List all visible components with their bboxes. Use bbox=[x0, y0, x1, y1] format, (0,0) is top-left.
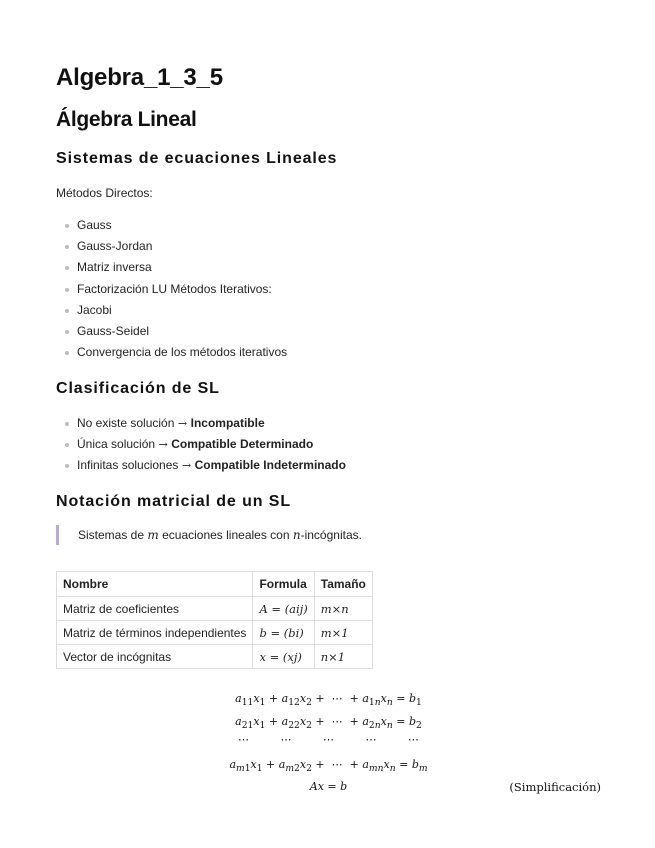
section-heading-sistemas: Sistemas de ecuaciones Lineales bbox=[56, 150, 338, 167]
table-header: Formula bbox=[253, 572, 314, 597]
section-heading-clasificacion: Clasificación de SL bbox=[56, 380, 220, 397]
table-cell: Matriz de términos independientes bbox=[57, 621, 253, 645]
matrix-table bbox=[56, 571, 373, 669]
list-item: Convergencia de los métodos iterativos bbox=[56, 342, 287, 363]
equation-simplified: Ax = b bbox=[309, 780, 348, 793]
equation-row-dots: ⋯ ⋯ ⋯ ⋯ ⋯ bbox=[238, 733, 419, 746]
table-cell: A = (aij) bbox=[253, 597, 314, 621]
equation-tag: (Simplificación) bbox=[509, 780, 601, 794]
table-header: Nombre bbox=[57, 572, 253, 597]
arrow-icon: → bbox=[178, 459, 195, 473]
table-cell: Vector de incógnitas bbox=[57, 645, 253, 669]
list-item: Infinitas soluciones → Compatible Indeterminado bbox=[56, 455, 346, 476]
list-item: Única solución → Compatible Determinado bbox=[56, 434, 346, 455]
list-item: Gauss-Seidel bbox=[56, 321, 287, 342]
equation-row-1: $a_{11}x_1 + a_{12}x_2$ + ⋯ + $a_{1n}x_n = b_1$ bbox=[235, 692, 422, 709]
table-cell: n×1 bbox=[314, 645, 372, 669]
table-row bbox=[57, 645, 373, 669]
intro-text: Métodos Directos: bbox=[56, 186, 153, 200]
list-item: Gauss-Jordan bbox=[56, 236, 287, 257]
table-cell: m×1 bbox=[314, 621, 372, 645]
table-cell: x = (xj) bbox=[253, 645, 314, 669]
classification-list bbox=[56, 413, 346, 477]
list-item: Gauss bbox=[56, 215, 287, 236]
arrow-icon: → bbox=[174, 417, 191, 430]
table-cell: Matriz de coeficientes bbox=[57, 597, 253, 621]
list-item: No existe solución → Incompatible bbox=[56, 413, 346, 434]
page-title: Algebra_1_3_5 bbox=[56, 64, 223, 91]
page-subtitle: Álgebra Lineal bbox=[56, 108, 197, 131]
arrow-icon: → bbox=[155, 438, 172, 452]
table-header: Tamaño bbox=[314, 572, 372, 597]
equation-row-m: $a_{m1}x_1 + a_{m2}x_2$ + ⋯ + $a_{mn}x_n = b_m$ bbox=[229, 758, 428, 775]
methods-list bbox=[56, 215, 287, 363]
equation-row-2: $a_{21}x_1 + a_{22}x_2$ + ⋯ + $a_{2n}x_n = b_2$ bbox=[235, 715, 422, 732]
list-item: Matriz inversa bbox=[56, 257, 287, 278]
blockquote: Sistemas de m ecuaciones lineales con n-incógnitas. bbox=[56, 525, 362, 545]
table-cell: m×n bbox=[314, 597, 372, 621]
table-row bbox=[57, 597, 373, 621]
section-heading-notacion: Notación matricial de un SL bbox=[56, 493, 292, 510]
table-row bbox=[57, 621, 373, 645]
list-item: Jacobi bbox=[56, 300, 287, 321]
list-item: Factorización LU Métodos Iterativos: bbox=[56, 279, 287, 300]
table-cell: b = (bi) bbox=[253, 621, 314, 645]
